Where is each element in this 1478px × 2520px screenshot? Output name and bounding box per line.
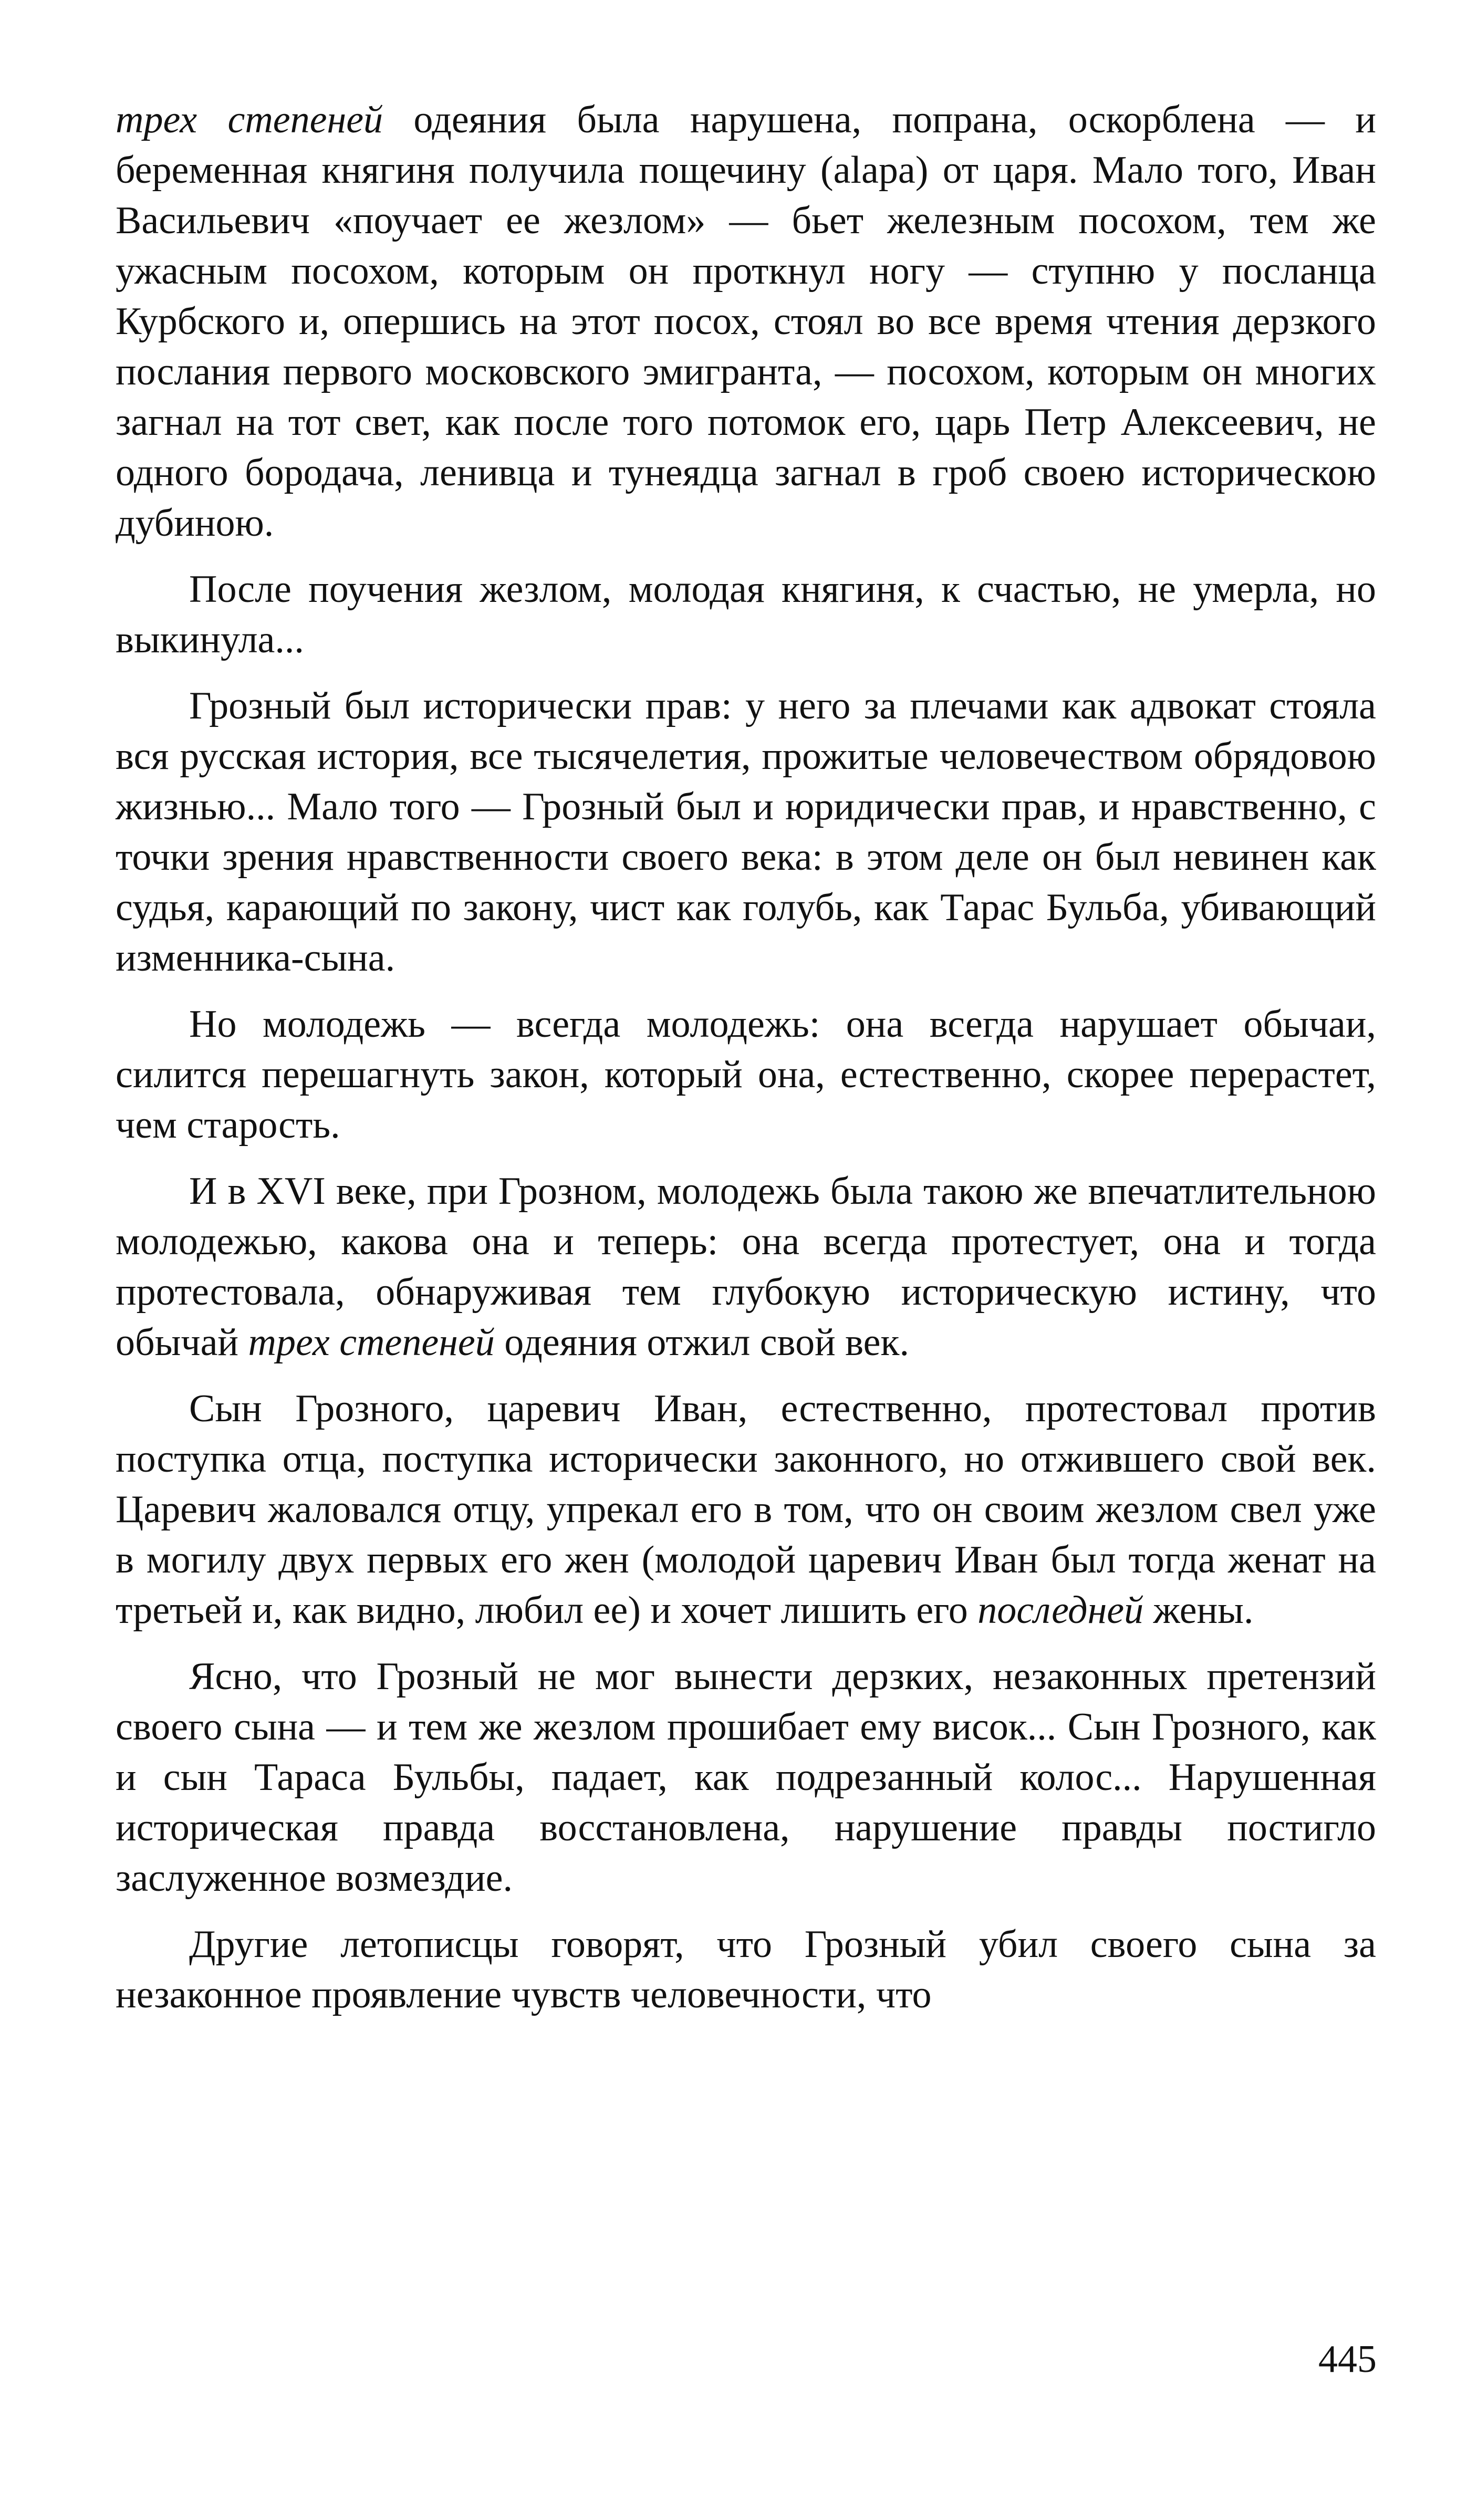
paragraph-5 xyxy=(116,1166,1376,1368)
text-run: Грозный был исторически прав: у него за плечами как адвокат стояла вся русская история, все тысячелетия, прожитые человечеством обрядовою жизнью... Мало того — Грозный был и юридически прав, и нравственно, с точки зрения нравственности своего века: в этом деле он был невинен как судья, карающий по закону, чист как голубь, как Тарас Бульба, убивающий изменника-сына. xyxy=(116,684,1376,980)
text-run: Но молодежь — всегда молодежь: она всегда нарушает обычаи, силится перешагнуть закон, который она, естественно, скорее перерастет, чем старость. xyxy=(116,1003,1376,1147)
paragraph-4 xyxy=(116,999,1376,1150)
text-run: одеяния отжил свой век. xyxy=(494,1321,909,1364)
italic-phrase: трех степеней xyxy=(248,1321,495,1364)
paragraph-6 xyxy=(116,1383,1376,1636)
body-text xyxy=(116,95,1376,2036)
page-number: 445 xyxy=(1318,2338,1377,2381)
italic-phrase: трех степеней xyxy=(116,98,383,141)
italic-phrase: последней xyxy=(977,1589,1144,1632)
text-run: жены. xyxy=(1143,1589,1254,1632)
text-run: Ясно, что Грозный не мог вынести дерзких, незаконных претензий своего сына — и тем же жезлом прошибает ему висок... Сын Грозного, как и сын Тараса Бульбы, падает, как подрезанный колос... Нарушенная историческая правда восстановлена, нарушение правды постигло заслуженное возмездие. xyxy=(116,1655,1376,1900)
paragraph-7 xyxy=(116,1651,1376,1903)
paragraph-8 xyxy=(116,1919,1376,2020)
paragraph-2 xyxy=(116,564,1376,665)
paragraph-3 xyxy=(116,681,1376,983)
paragraph-1 xyxy=(116,95,1376,548)
text-run: одеяния была нарушена, попрана, оскорблена — и беременная княгиня получила пощечину (alapa) от царя. Мало того, Иван Васильевич «поучает ее жезлом» — бьет железным посохом, тем же ужасным посохом, которым он проткнул ногу — ступню у посланца Курбского и, опершись на этот посох, стоял во все время чтения дерзкого послания первого московского эмигранта, — посохом, которым он многих загнал на тот свет, как после того потомок его, царь Петр Алексеевич, не одного бородача, ленивца и тунеядца загнал в гроб своею историческою дубиною. xyxy=(116,98,1377,545)
text-run: И в XVI веке, при Грозном, молодежь была такою же впечатлительною молодежью, какова она и теперь: она всегда протестует, она и тогда протестовала, обнаруживая тем глубокую историческую истину, что обычай xyxy=(116,1170,1376,1364)
text-run: Другие летописцы говорят, что Грозный убил своего сына за незаконное проявление чувств человечности, что xyxy=(116,1923,1376,2016)
text-run: После поучения жезлом, молодая княгиня, к счастью, не умерла, но выкинула... xyxy=(116,568,1376,661)
text-run: Сын Грозного, царевич Иван, естественно, протестовал против поступка отца, поступка исторически законного, но отжившего свой век. Царевич жаловался отцу, упрекал его в том, что он своим жезлом свел уже в могилу двух первых его жен (молодой царевич Иван был тогда женат на третьей и, как видно, любил ее) и хочет лишить его xyxy=(116,1387,1376,1632)
